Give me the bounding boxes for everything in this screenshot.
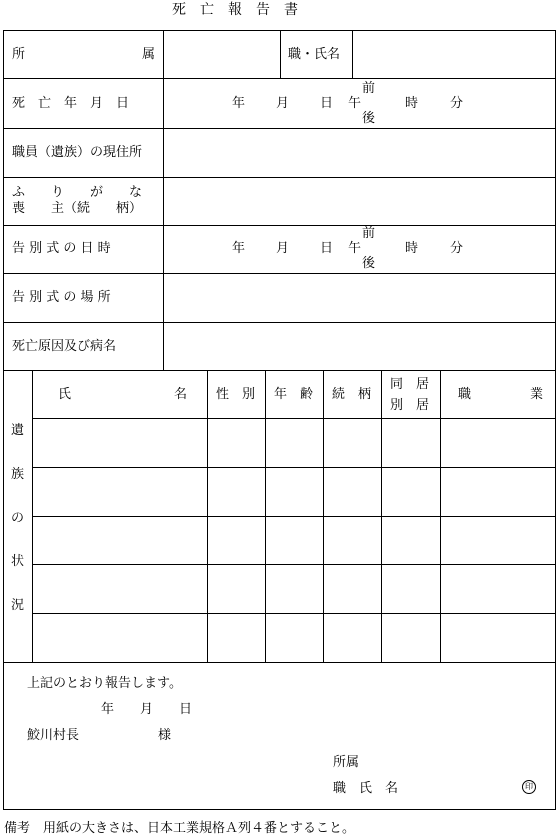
- family-job-cell[interactable]: [442, 469, 553, 515]
- family-job-cell[interactable]: [442, 518, 553, 563]
- death-day-unit: 日: [320, 96, 334, 111]
- seal-text: 印: [525, 782, 533, 791]
- affiliation-field[interactable]: [165, 32, 278, 77]
- report-date: 年 月 日: [101, 702, 193, 717]
- death-am-label: 前: [362, 81, 376, 96]
- seal-mark: [522, 780, 536, 794]
- funeral-am-label: 前: [362, 226, 376, 241]
- cause-of-death-label: 死亡原因及び病名: [12, 339, 117, 354]
- chief-mourner-label: 喪 主（続 柄）: [12, 201, 143, 216]
- address-field[interactable]: [165, 130, 553, 176]
- reporter-affiliation-field[interactable]: [365, 752, 545, 772]
- affiliation-label: 所 属: [12, 47, 156, 62]
- family-sex-cell[interactable]: [209, 469, 263, 515]
- funeral-month-unit: 月: [276, 241, 290, 256]
- cause-of-death-field[interactable]: [165, 324, 553, 369]
- family-age-cell[interactable]: [267, 420, 321, 466]
- funeral-noon-label: 午: [348, 241, 362, 256]
- family-side-char: 族: [11, 467, 25, 482]
- family-sex-cell[interactable]: [209, 518, 263, 563]
- addressee-honorific: 様: [158, 728, 172, 743]
- family-relation-cell[interactable]: [325, 518, 379, 563]
- family-name-cell[interactable]: [34, 469, 205, 515]
- family-job-cell[interactable]: [442, 566, 553, 612]
- family-cohabit-cell[interactable]: [383, 566, 438, 612]
- funeral-minute-unit: 分: [450, 241, 464, 256]
- staff-name-label: 職・氏名: [288, 47, 341, 62]
- staff-name-field[interactable]: [354, 32, 553, 77]
- family-relation-cell[interactable]: [325, 469, 379, 515]
- family-name-cell[interactable]: [34, 615, 205, 661]
- addressee: 鮫川村長: [27, 728, 80, 743]
- death-date-label: 死 亡 年 月 日: [12, 96, 130, 111]
- header-cohabit-top: 同 居: [390, 377, 430, 392]
- header-job-left: 職: [458, 387, 472, 402]
- family-cohabit-cell[interactable]: [383, 615, 438, 661]
- family-age-cell[interactable]: [267, 566, 321, 612]
- family-side-char: の: [11, 511, 25, 526]
- family-sex-cell[interactable]: [209, 615, 263, 661]
- chief-mourner-field[interactable]: [165, 179, 553, 224]
- reporter-name-label: 職 氏 名: [333, 781, 399, 796]
- death-month-unit: 月: [276, 96, 290, 111]
- header-age: 年 齢: [274, 387, 314, 402]
- death-year-unit: 年: [232, 96, 246, 111]
- death-minute-unit: 分: [450, 96, 464, 111]
- document-title: 死 亡 報 告 書: [172, 2, 298, 18]
- funeral-year-unit: 年: [232, 241, 246, 256]
- reporter-affiliation-label: 所属: [333, 755, 360, 770]
- family-age-cell[interactable]: [267, 615, 321, 661]
- family-job-cell[interactable]: [442, 420, 553, 466]
- death-hour-unit: 時: [405, 96, 419, 111]
- reporter-name-field[interactable]: [410, 778, 515, 798]
- funeral-place-label: 告 別 式 の 場 所: [12, 290, 111, 305]
- funeral-day-unit: 日: [320, 241, 334, 256]
- furigana-label: ふ り が な: [12, 185, 143, 200]
- family-side-char: 状: [11, 554, 25, 569]
- family-relation-cell[interactable]: [325, 566, 379, 612]
- funeral-datetime-label: 告 別 式 の 日 時: [12, 241, 111, 256]
- family-cohabit-cell[interactable]: [383, 469, 438, 515]
- header-sex: 性 別: [216, 387, 256, 402]
- family-sex-cell[interactable]: [209, 566, 263, 612]
- family-sex-cell[interactable]: [209, 420, 263, 466]
- death-noon-label: 午: [348, 96, 362, 111]
- footnote: 備考 用紙の大きさは、日本工業規格Ａ列４番とすること。: [4, 821, 356, 836]
- death-pm-label: 後: [362, 111, 376, 126]
- header-name-left: 氏: [58, 387, 72, 402]
- family-name-cell[interactable]: [34, 420, 205, 466]
- funeral-pm-label: 後: [362, 256, 376, 271]
- family-cohabit-cell[interactable]: [383, 518, 438, 563]
- header-cohabit-bottom: 別 居: [390, 398, 430, 413]
- funeral-hour-unit: 時: [405, 241, 419, 256]
- header-relation: 続 柄: [332, 387, 372, 402]
- funeral-place-field[interactable]: [165, 275, 553, 321]
- family-age-cell[interactable]: [267, 469, 321, 515]
- family-age-cell[interactable]: [267, 518, 321, 563]
- report-statement: 上記のとおり報告します。: [27, 676, 182, 691]
- address-label: 職員（遺族）の現住所: [12, 145, 143, 160]
- family-side-char: 況: [11, 598, 25, 613]
- header-name-right: 名: [174, 387, 188, 402]
- family-cohabit-cell[interactable]: [383, 420, 438, 466]
- family-name-cell[interactable]: [34, 518, 205, 563]
- header-job-right: 業: [530, 387, 544, 402]
- family-relation-cell[interactable]: [325, 420, 379, 466]
- family-relation-cell[interactable]: [325, 615, 379, 661]
- family-name-cell[interactable]: [34, 566, 205, 612]
- family-job-cell[interactable]: [442, 615, 553, 661]
- family-side-char: 遺: [11, 423, 25, 438]
